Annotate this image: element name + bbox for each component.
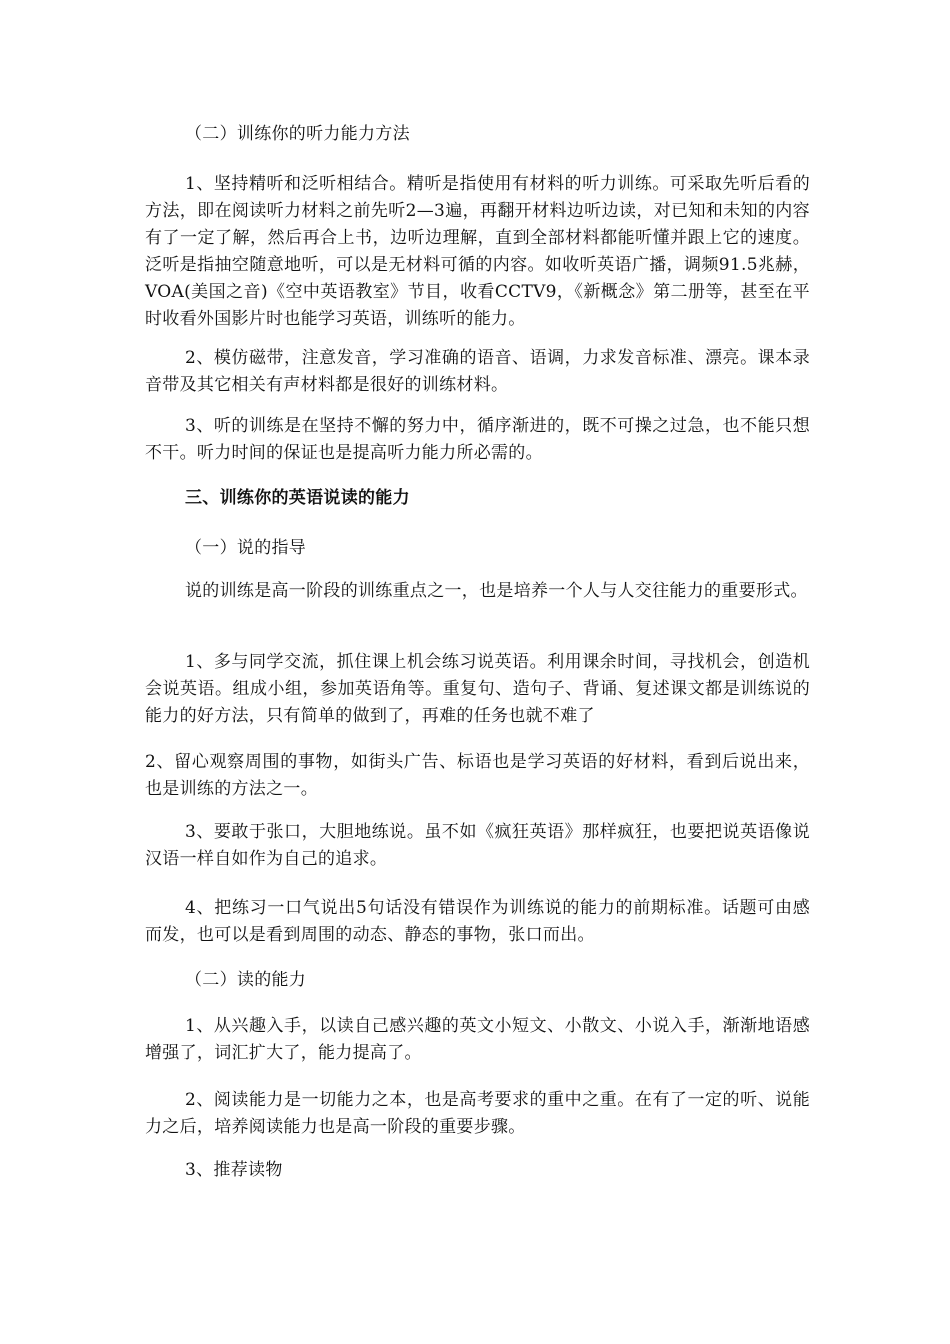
paragraph-speaking-2: 2、留心观察周围的事物，如街头广告、标语也是学习英语的好材料，看到后说出来，也是训练的方法之一。 — [145, 752, 810, 799]
section-heading-speaking-reading: 三、训练你的英语说读的能力 — [185, 488, 410, 508]
paragraph-listening-2: 2、模仿磁带，注意发音，学习准确的语音、语调，力求发音标准、漂亮。课本录音带及其它相关有声材料都是很好的训练材料。 — [145, 348, 810, 395]
subheading-speaking-guide: （一）说的指导 — [185, 538, 307, 558]
subheading-listening-methods: （二）训练你的听力能力方法 — [185, 124, 410, 144]
paragraph-reading-1: 1、从兴趣入手，以读自己感兴趣的英文小短文、小散文、小说入手，渐渐地语感增强了，词汇扩大了，能力提高了。 — [145, 1016, 810, 1063]
paragraph-reading-3: 3、推荐读物 — [185, 1160, 283, 1180]
paragraph-reading-2: 2、阅读能力是一切能力之本，也是高考要求的重中之重。在有了一定的听、说能力之后，培养阅读能力也是高一阶段的重要步骤。 — [145, 1090, 810, 1137]
subheading-reading-ability: （二）读的能力 — [185, 970, 307, 990]
paragraph-speaking-1: 1、多与同学交流，抓住课上机会练习说英语。利用课余时间，寻找机会，创造机会说英语。组成小组，参加英语角等。重复句、造句子、背诵、复述课文都是训练说的能力的好方法，只有简单的做到了，再难的任务也就不难了 — [145, 652, 810, 726]
paragraph-speaking-4: 4、把练习一口气说出5句话没有错误作为训练说的能力的前期标准。话题可由感而发，也可以是看到周围的动态、静态的事物，张口而出。 — [145, 898, 810, 945]
paragraph-listening-1: 1、坚持精听和泛听相结合。精听是指使用有材料的听力训练。可采取先听后看的方法，即在阅读听力材料之前先听2—3遍，再翻开材料边听边读，对已知和未知的内容有了一定了解，然后再合上书，边听边理解，直到全部材料都能听懂并跟上它的速度。泛听是指抽空随意地听，可以是无材料可循的内容。如收听英语广播，调频91.5兆赫，VOA(美国之音)《空中英语教室》节目，收看CCTV9，《新概念》第二册等，甚至在平时收看外国影片时也能学习英语，训练听的能力。 — [145, 174, 810, 329]
paragraph-speaking-3: 3、要敢于张口，大胆地练说。虽不如《疯狂英语》那样疯狂，也要把说英语像说汉语一样自如作为自己的追求。 — [145, 822, 810, 869]
paragraph-speaking-intro: 说的训练是高一阶段的训练重点之一，也是培养一个人与人交往能力的重要形式。 — [185, 581, 808, 601]
paragraph-listening-3: 3、听的训练是在坚持不懈的努力中，循序渐进的，既不可操之过急，也不能只想不干。听力时间的保证也是提高听力能力所必需的。 — [145, 416, 810, 463]
